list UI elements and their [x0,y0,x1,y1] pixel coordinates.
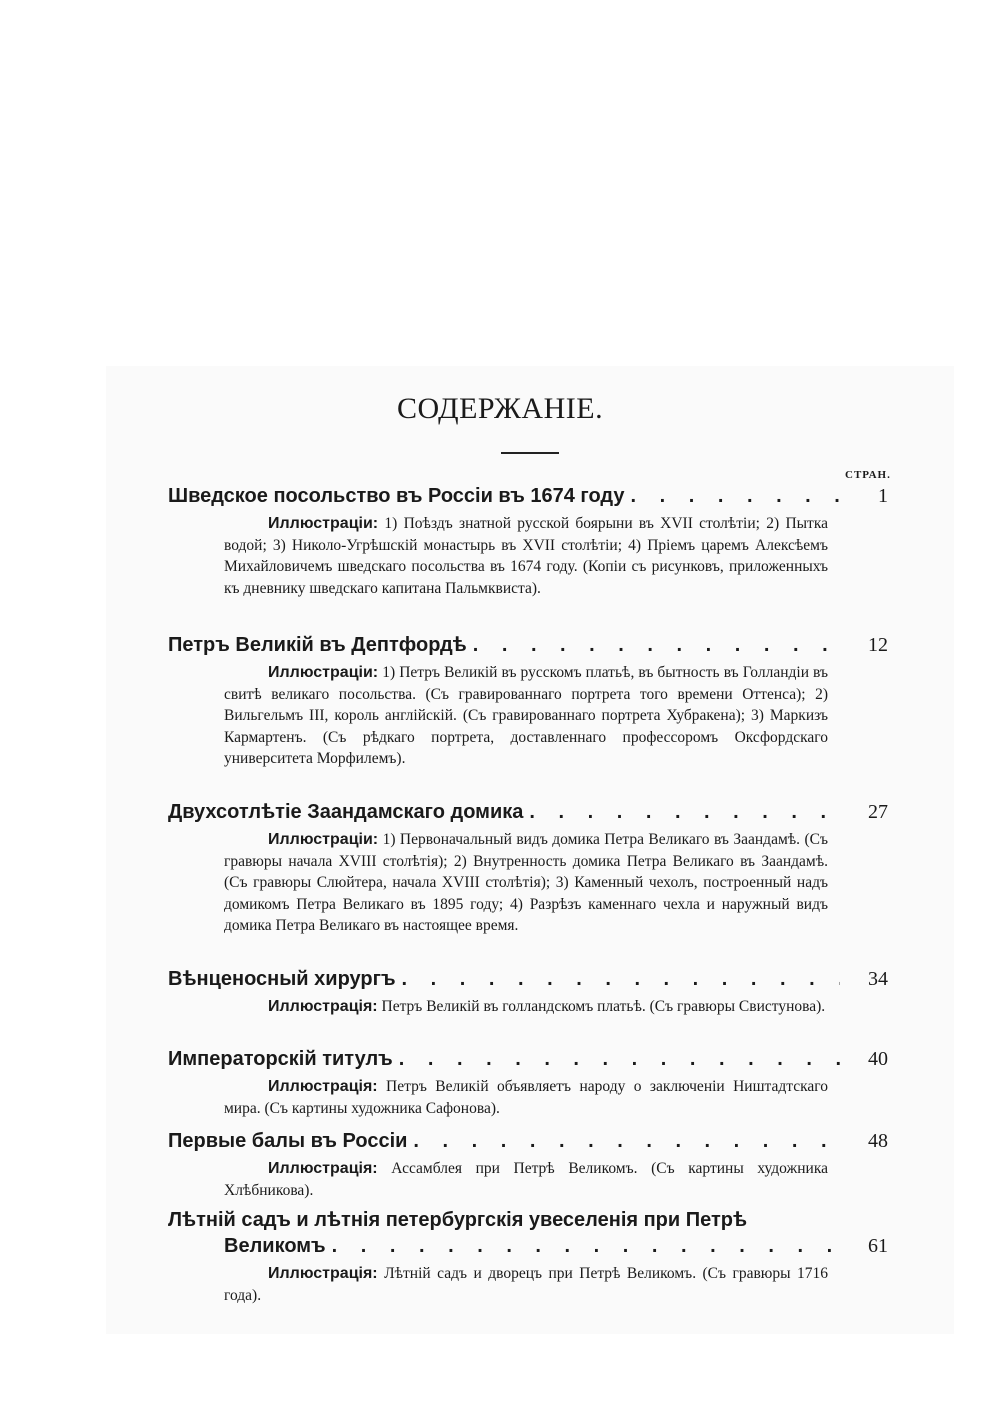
toc-illustrations [224,1263,828,1306]
toc-entry [168,1207,888,1306]
page-column-label: СТРАН. [845,469,891,481]
toc-page-number[interactable]: 1 [878,485,888,507]
illustrations-text: Петръ Великій объявляетъ народу о заключеніи Ништадтскаго мира. (Съ картины художника Сафонова). [224,1078,829,1117]
illustrations-label: Иллюстраціи: [268,831,379,848]
toc-entry [168,966,888,1018]
illustrations-label: Иллюстрація: [268,1265,378,1282]
illustrations-text: 1) Первоначальный видъ домика Петра Великаго въ Заандамѣ. (Съ гравюры начала XVIII столѣтія); 2) Внутренность домика Петра Великаго въ Заандамѣ. (Съ гравюры Слюйтера, начала XVIII столѣтія); 3) Каменный чехолъ, построенный надъ домикомъ Петра Великаго въ 1895 году; 4) Разрѣзъ каменнаго чехла и наружный видъ домика Петра Великаго въ настоящее время. [224,831,828,934]
toc-heading-line1[interactable]: Лѣтній садъ и лѣтнія петербургскія увеселенія при Петрѣ [168,1209,748,1231]
toc-page-number[interactable]: 40 [868,1048,888,1070]
toc-heading-row[interactable] [168,1046,888,1072]
dot-leader [402,966,840,992]
illustrations-label: Иллюстраціи: [268,664,379,681]
toc-entry [168,1046,888,1119]
dot-leader [529,799,840,825]
toc-heading[interactable]: Петръ Великій въ Дептфордѣ [168,634,467,656]
toc-entry [168,799,888,937]
toc-heading[interactable]: Двухсотлѣтіе Заандамскаго домика [168,801,524,823]
toc-illustrations [224,829,828,937]
toc-illustrations [224,1076,828,1119]
illustrations-label: Иллюстрація: [268,998,378,1015]
illustrations-text: 1) Петръ Великій въ русскомъ платьѣ, въ бытность въ Голландіи въ свитѣ великаго посольства. (Съ гравированнаго портрета того времени Оттенса); 2) Вильгельмъ III, король англійскій. (Съ гравированнаго портрета Хубракена); 3) Маркизъ Кармартенъ. (Съ рѣдкаго портрета, доставленнаго профессоромъ Оксфордскаго университета Морфилемъ). [224,664,829,767]
toc-heading-row[interactable] [168,483,888,509]
toc-heading[interactable]: Великомъ [224,1235,326,1257]
illustrations-text: Ассамблея при Петрѣ Великомъ. (Съ картины художника Хлѣбникова). [224,1160,829,1199]
dot-leader [631,483,841,509]
illustrations-text: Лѣтній садъ и дворецъ при Петрѣ Великомъ. (Съ гравюры 1716 года). [224,1265,828,1304]
toc-entry [168,632,888,770]
dot-leader [332,1233,840,1259]
toc-page-number[interactable]: 61 [868,1235,888,1257]
toc-page-number[interactable]: 34 [868,968,888,990]
toc-heading[interactable]: Первые балы въ Россіи [168,1130,408,1152]
illustrations-label: Иллюстрація: [268,1160,378,1177]
illustrations-text: Петръ Великій въ голландскомъ платьѣ. (Съ гравюры Свистунова). [381,998,826,1015]
toc-entry [168,1128,888,1201]
illustrations-text: 1) Поѣздъ знатной русской боярыни въ XVII столѣтіи; 2) Пытка водой; 3) Николо-Угрѣшскій монастырь въ XVII столѣтіи; 4) Пріемъ царемъ Алексѣемъ Михайловичемъ шведскаго посольства въ 1674 году. (Копіи съ рисунковъ, приложенныхъ къ дневнику шведскаго капитана Пальмквиста). [224,515,828,597]
dot-leader [399,1046,840,1072]
dot-leader [473,632,840,658]
toc-heading[interactable]: Императорскій титулъ [168,1048,393,1070]
toc-heading-row[interactable] [168,1233,888,1259]
toc-heading-row[interactable] [168,632,888,658]
title-rule [501,452,559,454]
toc-illustrations [224,1158,828,1201]
toc-page-number[interactable]: 27 [868,801,888,823]
toc-page-number[interactable]: 48 [868,1130,888,1152]
illustrations-label: Иллюстрація: [268,1078,378,1095]
dot-leader [413,1128,840,1154]
toc-heading-row[interactable] [168,799,888,825]
illustrations-label: Иллюстраціи: [268,515,379,532]
toc-entry [168,483,888,599]
toc-illustrations [224,513,828,599]
toc-page-number[interactable]: 12 [868,634,888,656]
toc-heading[interactable]: Вѣнценосный хирургъ [168,968,396,990]
toc-heading-row[interactable] [168,1128,888,1154]
toc-illustrations [224,996,828,1018]
page-title: СОДЕРЖАНІЕ. [396,392,604,425]
toc-heading[interactable]: Шведское посольство въ Россіи въ 1674 году [168,485,625,507]
toc-heading-row[interactable] [168,966,888,992]
toc-illustrations [224,662,828,770]
